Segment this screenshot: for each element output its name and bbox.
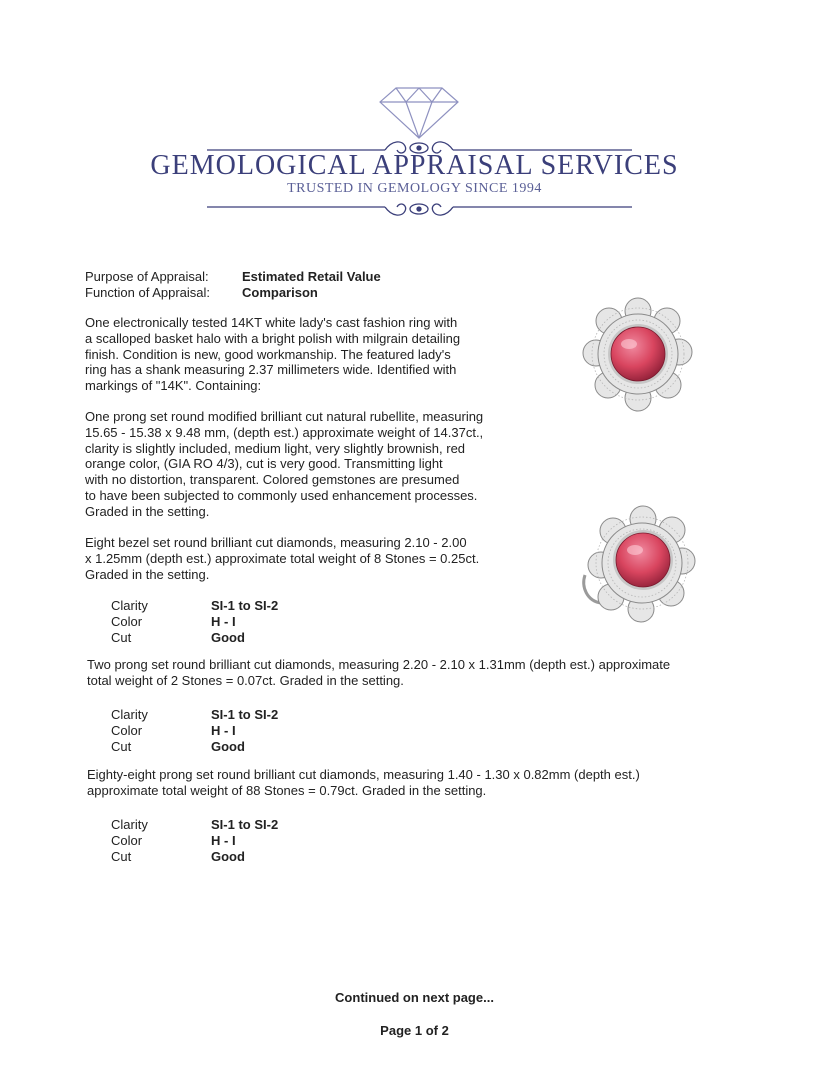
color-value: H - I [211,723,236,738]
grade-block [111,817,278,865]
color-value: H - I [211,614,236,629]
clarity-value: SI-1 to SI-2 [211,817,279,832]
cut-value: Good [211,739,245,754]
two-diamonds-description: Two prong set round brilliant cut diamonds, measuring 2.20 - 2.10 x 1.31mm (depth est.) approximate total weight of 2 Stones = 0.07ct. Graded in the setting. [87,657,671,688]
purpose-label: Purpose of Appraisal: [85,269,209,284]
continued-note: Continued on next page... [335,990,494,1005]
purpose-value: Estimated Retail Value [242,269,381,284]
color-label: Color [111,614,143,629]
page-number: Page 1 of 2 [380,1023,449,1038]
ring-photo-angled [579,505,697,625]
clarity-value: SI-1 to SI-2 [211,707,279,722]
clarity-value: SI-1 to SI-2 [211,598,279,613]
ring-description: One electronically tested 14KT white lady's cast fashion ring with a scalloped basket halo with a bright polish with milgrain detailing finish. Condition is new, good workmanship. The featured lady's ring has a shank measuring 2.37 millimeters wide. Identified with markings of "14K". Containing: [85,315,461,394]
grade-block [111,598,278,646]
ring-photo-top [582,297,694,413]
cut-value: Good [211,849,245,864]
purpose-row [85,269,381,285]
cut-label: Cut [111,849,132,864]
clarity-label: Clarity [111,817,148,832]
company-tagline: TRUSTED IN GEMOLOGY SINCE 1994 [287,181,542,196]
company-name: GEMOLOGICAL APPRAISAL SERVICES [150,150,679,181]
clarity-label: Clarity [111,707,148,722]
cut-label: Cut [111,739,132,754]
cut-label: Cut [111,630,132,645]
bezel-diamonds-description: Eight bezel set round brilliant cut diamonds, measuring 2.10 - 2.00 x 1.25mm (depth est.) approximate total weight of 8 Stones = 0.25ct. Graded in the setting. [85,535,480,582]
clarity-label: Clarity [111,598,148,613]
function-row [85,285,381,301]
diamond-icon [380,88,458,138]
bottom-ornament [207,204,632,215]
function-label: Function of Appraisal: [85,285,211,300]
color-label: Color [111,723,143,738]
cut-value: Good [211,630,245,645]
color-label: Color [111,833,143,848]
eighty-eight-diamonds-description: Eighty-eight prong set round brilliant cut diamonds, measuring 1.40 - 1.30 x 0.82mm (depth est.) approximate total weight of 88 Stones = 0.79ct. Graded in the setting. [87,767,640,798]
appraisal-meta [85,269,381,301]
function-value: Comparison [242,285,318,300]
grade-block [111,707,278,755]
color-value: H - I [211,833,236,848]
rubellite-description: One prong set round modified brilliant cut natural rubellite, measuring 15.65 - 15.38 x 9.48 mm, (depth est.) approximate weight of 14.37ct., clarity is slightly included, medium light, very slightly brownish, red orange color, (GIA RO 4/3), cut is very good. Transmitting light with no distortion, transparent. Colored gemstones are presumed to have been subjected to commonly used enhancement processes. Graded in the setting. [85,409,484,519]
